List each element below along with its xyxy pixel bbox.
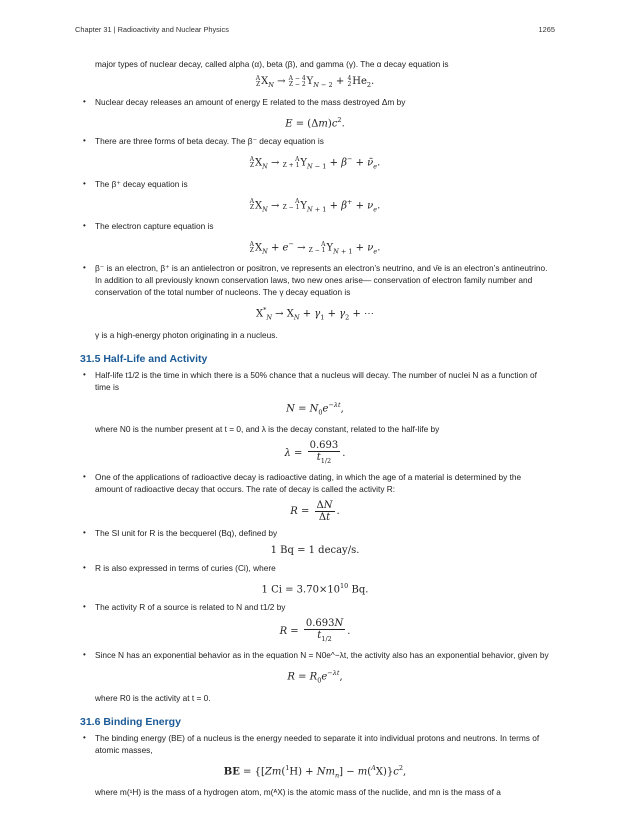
section-heading-binding: 31.6 Binding Energy — [80, 715, 181, 728]
activity-equation: R = $\frac{\Delta N}{\Delta t}$ . — [290, 499, 340, 523]
intro-text: major types of nuclear decay, called alpha (α), beta (β), and gamma (γ). The α decay equation is — [95, 59, 449, 69]
page-body — [80, 58, 550, 798]
activity-decay-equation: $R = R_0e^{-\lambda t}$, — [287, 669, 343, 685]
bullet-activity-relation: • The activity R of a source is related to N and t1/2 by — [80, 601, 550, 613]
gamma-note: γ is a high-energy photon originating in a nucleus. — [95, 329, 278, 340]
bullet-activity: • One of the applications of radioactive decay is radioactive dating, in which the age of a material is determined by the amount of radioactive decay that occurs. The rate of decay is called the activity R: — [80, 471, 550, 495]
curie-equation: 1 $Ci = 3.70\times 10^{10}$ Bq. — [261, 581, 369, 596]
beta-plus-equation: A Z $X_N$ → A Z − 1 $Y_{N + 1} + \beta^+ + \nu_e$. — [249, 197, 381, 213]
beta-minus-equation: A Z $X_N$ → A Z + 1 $Y_{N - 1} + \beta^-$ + $\nū_e$. — [249, 155, 381, 171]
decay-law-equation: $N = N_0e^{-\lambda t}$, — [286, 400, 344, 416]
bullet-binding-energy: • The binding energy (BE) of a nucleus is the energy needed to separate it into individual protons and neutrons. In terms of atomic masses, — [80, 732, 550, 756]
bullet-beta-forms: • There are three forms of beta decay. The β⁻ decay equation is — [80, 135, 550, 147]
activity-relation-equation: R = $\frac{0.693N}{t_{1/2}}$ . — [279, 618, 351, 644]
bullet-half-life: • Half-life t1/2 is the time in which there is a 50% chance that a nucleus will decay. The number of nuclei N as a function of time is — [80, 369, 550, 393]
becquerel-equation: 1 Bq = 1 decay/s. — [270, 544, 360, 556]
running-header: Chapter 31 | Radioactivity and Nuclear Physics — [75, 25, 229, 34]
section-heading-half-life: 31.5 Half-Life and Activity — [80, 352, 208, 365]
binding-energy-equation: BE = $\{[Zm(^1H) + Nm_n] - m(^AX)\}c^2$, — [223, 763, 407, 779]
electron-capture-equation: A Z $X_N + e^-$ → A Z − 1 $Y_{N + 1} + \nu_e$. — [249, 239, 381, 256]
decay-law-note: where N0 is the number present at t = 0, and λ is the decay constant, related to the half-life by — [95, 423, 440, 434]
bullet-particles: • β⁻ is an electron, β⁺ is an antielectron or positron, νe represents an electron’s neutrino, and ν̄e is an electron’s antineutrino. In addition to all previously known conservation laws, two new ones arise— conservation of electron family number and conservation of the total number of nucleons. The γ decay equation is — [80, 262, 550, 298]
page-number: 1265 — [538, 25, 555, 34]
alpha-decay-equation: A Z $X_N$ → A − 4 Z − 2 $Y_{N - 2}$ + 4 2 $He_2$. — [255, 74, 375, 89]
binding-energy-note: where m(¹H) is the mass of a hydrogen atom, m(ᴬX) is the atomic mass of the nuclide, and mn is the mass of a — [95, 786, 501, 797]
mass-energy-equation: $E = (\Delta m)c^2$. — [285, 116, 345, 130]
decay-constant-equation: λ = $\frac{0.693}{t_{1/2}}$ . — [284, 439, 346, 465]
bullet-curie: • R is also expressed in terms of curies (Ci), where — [80, 562, 550, 574]
bullet-beta-plus: • The β⁺ decay equation is — [80, 178, 550, 190]
bullet-exponential-activity: • Since N has an exponential behavior as in the equation N = N0e^−λt, the activity also has an exponential behavior, given by — [80, 649, 550, 661]
bullet-electron-capture: • The electron capture equation is — [80, 220, 550, 232]
bullet-becquerel: • The SI unit for R is the becquerel (Bq), defined by — [80, 527, 550, 539]
gamma-decay-equation: $X^*_N \to X_N + \gamma_1 + \gamma_2$ + ⋯ — [255, 306, 375, 322]
activity-decay-note: where R0 is the activity at t = 0. — [95, 692, 211, 703]
bullet-energy: • Nuclear decay releases an amount of energy E related to the mass destroyed Δm by — [80, 96, 550, 108]
